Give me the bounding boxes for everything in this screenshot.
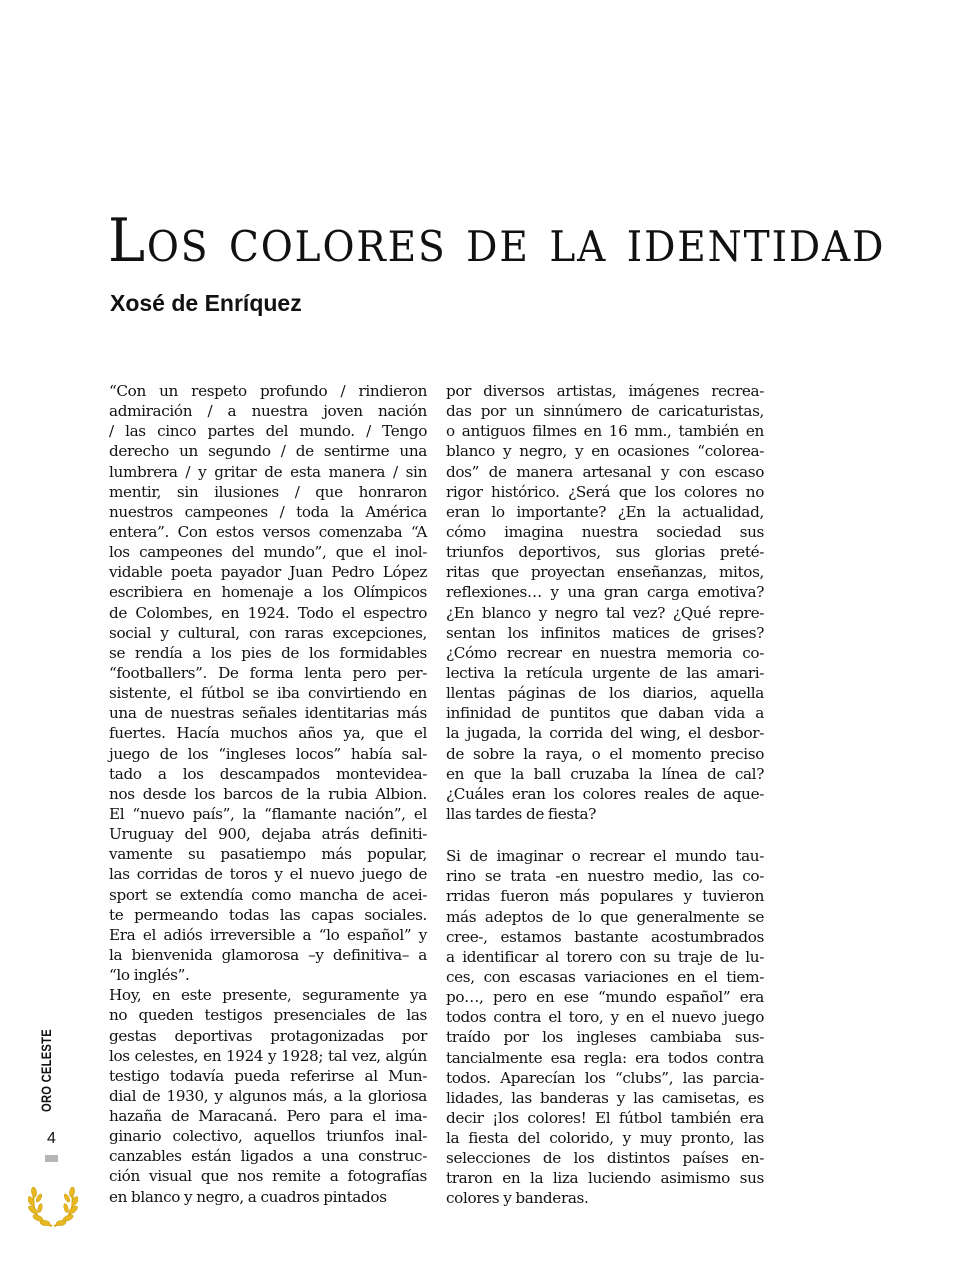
text-line: llas tardes de fiesta? [446,804,597,823]
text-line: entera”. Con estos versos comenzaba “A [109,522,427,541]
text-line: “lo inglés”. [109,966,190,985]
text-line: selecciones de los distintos países en- [446,1149,764,1168]
text-line: “footballers”. De forma lenta pero per- [109,663,427,682]
publication-name: ORO CELESTE [38,1029,54,1112]
page-marker-bar [45,1155,58,1162]
text-line: lumbrera / y gritar de esta manera / sin [109,462,427,481]
text-line: sport se extendía como mancha de acei- [109,885,427,904]
text-line: traído por los ingleses cambiaba sus- [446,1028,764,1047]
paragraph [446,846,764,1209]
text-line: escribiera en homenaje a los Olímpicos [109,583,427,602]
text-line: rridas fueron más populares y tuvieron [446,887,764,906]
text-line: ces, con escasas variaciones en el tiem- [446,967,764,986]
text-line: más adeptos de lo que generalmente se [446,907,764,926]
text-line: rigor histórico. ¿Será que los colores no [446,482,764,501]
article-author: Xosé de Enríquez [110,290,302,316]
text-line: los campeones del mundo”, que el inol- [109,543,427,562]
text-line: nos desde los barcos de la rubia Albion. [109,784,427,803]
text-line: Hoy, en este presente, seguramente ya [109,986,427,1005]
text-line: la fiesta del colorido, y muy pronto, las [446,1129,764,1148]
text-line: rino se trata -en nuestro medio, las co- [446,867,764,886]
text-line: en blanco y negro, a cuadros pintados [109,1187,387,1206]
text-line: infinidad de puntitos que daban vida a [446,704,764,723]
text-line: triunfos deportivos, sus glorias preté- [446,543,764,562]
text-line: decir ¡los colores! El fútbol también era [446,1108,764,1127]
text-line: das por un sinnúmero de caricaturistas, [446,402,764,421]
text-line: se rendía a los pies de los formidables [109,643,427,662]
text-line: Si de imaginar o recrear el mundo tau- [446,847,764,866]
text-line: a identificar al torero con su traje de lu- [446,947,764,966]
text-line: llentas páginas de los diarios, aquella [446,684,764,703]
paragraph [109,381,427,985]
text-line: sistente, el fútbol se iba convirtiendo en [109,684,427,703]
text-line: ¿En blanco y negro tal vez? ¿Qué repre- [446,603,764,622]
text-line: te permeando todas las capas sociales. [109,905,427,924]
laurel-wreath-icon [28,1176,78,1230]
text-column-1 [109,381,427,1207]
text-line: ¿Cuáles eran los colores reales de aque- [446,784,764,803]
text-line: hazaña de Maracaná. Pero para el ima- [109,1107,427,1126]
text-line: / las cinco partes del mundo. / Tengo [109,422,427,441]
text-line: juego de los “ingleses locos” había sal- [109,744,427,763]
text-line: “Con un respeto profundo / rindieron [109,382,427,400]
paragraph [109,985,427,1207]
text-line: eran lo importante? ¿En la actualidad, [446,502,764,521]
text-line: traron en la liza luciendo asimismo sus [446,1169,764,1188]
text-line: por diversos artistas, imágenes recrea- [446,382,764,400]
paragraph [446,381,764,824]
text-line: las corridas de toros y el nuevo juego de [109,865,427,884]
text-line: vidable poeta payador Juan Pedro López [109,563,427,582]
text-line: dial de 1930, y algunos más, a la gloriosa [109,1086,427,1105]
text-line: lectiva la retícula urgente de las amari- [446,663,764,682]
text-line: lidades, las banderas y las camisetas, es [446,1088,764,1107]
text-line: fuertes. Hacía muchos años ya, que el [109,724,427,743]
text-line: blanco y negro, y en ocasiones “colorea- [446,442,764,461]
text-line: El “nuevo país”, la “flamante nación”, el [109,804,427,823]
text-line: canzables están ligados a una construc- [109,1147,427,1166]
text-line: vamente su pasatiempo más popular, [109,845,427,864]
page-number: 4 [47,1130,56,1147]
text-line: de Colombes, en 1924. Todo el espectro [109,603,427,622]
text-line: no queden testigos presenciales de las [109,1006,427,1025]
text-line: colores y banderas. [446,1189,589,1208]
text-line: dos” de manera artesanal y con escaso [446,462,764,481]
text-line: la jugada, la corrida del wing, el desbor- [446,724,764,743]
text-line: una de nuestras señales identitarias más [109,704,427,723]
text-line: en que la ball cruzaba la línea de cal? [446,764,764,783]
text-line: ginario colectivo, aquellos triunfos inal- [109,1127,427,1146]
text-line: todos. Aparecían los “clubs”, las parcia- [446,1068,764,1087]
text-column-2 [446,381,764,1209]
text-line: la bienvenida glamorosa –y definitiva– a [109,945,427,964]
text-line: testigo todavía pueda referirse al Mun- [109,1066,427,1085]
text-line: cree-, estamos bastante acostumbrados [446,927,764,946]
text-line: reflexiones… y una gran carga emotiva? [446,583,764,602]
text-line: Era el adiós irreversible a “lo español” y [109,925,427,944]
article-title: Los colores de la identidad [108,206,886,276]
text-line: o antiguos filmes en 16 mm., también en [446,422,764,441]
text-line: ción visual que nos remite a fotografías [109,1167,427,1186]
text-line: tado a los descampados montevidea- [109,764,427,783]
text-line: Uruguay del 900, dejaba atrás definiti- [109,825,427,844]
text-line: nuestros campeones / toda la América [109,502,427,521]
text-line: tancialmente esa regla: era todos contra [446,1048,764,1067]
text-line: mentir, sin ilusiones / que honraron [109,482,427,501]
text-line: todos contra el toro, y en el nuevo juego [446,1008,764,1027]
text-line: ritas que proyectan enseñanzas, mitos, [446,563,764,582]
text-line: social y cultural, con raras excepciones, [109,623,427,642]
text-line: de sobre la raya, o el momento preciso [446,744,764,763]
text-line: gestas deportivas protagonizadas por [109,1026,427,1045]
text-line: admiración / a nuestra joven nación [109,402,427,421]
text-line: cómo imagina nuestra sociedad sus [446,522,764,541]
text-line: derecho un segundo / de sentirme una [109,442,427,461]
text-line: ¿Cómo recrear en nuestra memoria co- [446,643,764,662]
text-line: sentan los infinitos matices de grises? [446,623,764,642]
text-line: los celestes, en 1924 y 1928; tal vez, algún [109,1046,427,1065]
text-line: po…, pero en ese “mundo español” era [446,988,764,1007]
